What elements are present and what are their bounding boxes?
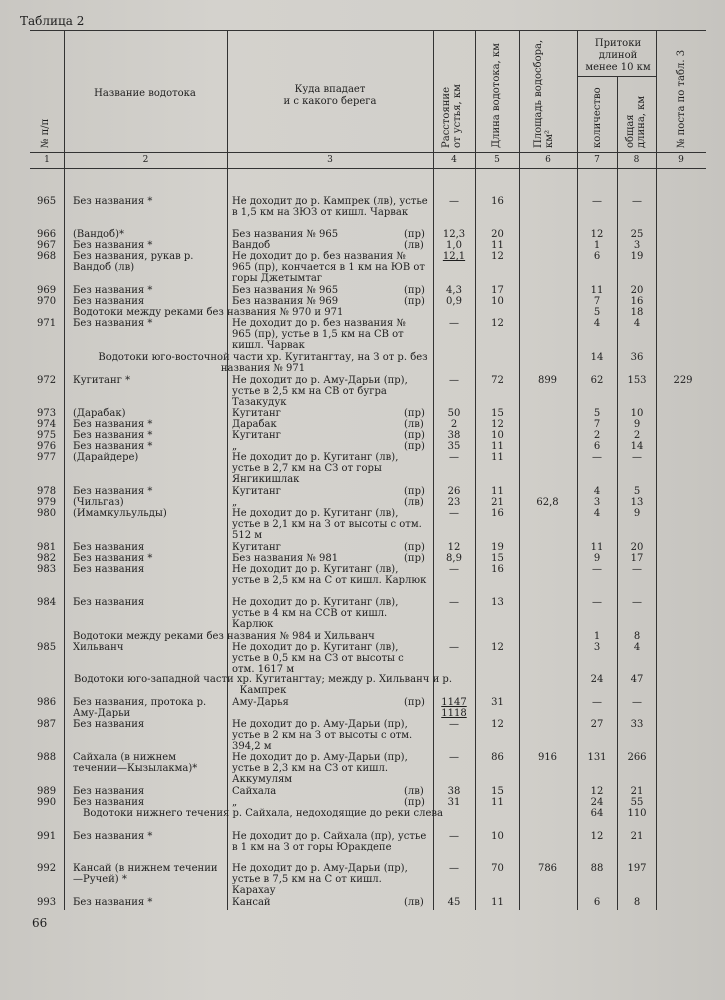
row-where: Не доходит до р. Кугитанг (лв), устье в 2,5 км на С от кишл. Карлюк <box>232 564 427 586</box>
row-length: 16 <box>491 196 504 207</box>
row-length: 70 <box>491 863 504 874</box>
col-number: 6 <box>545 155 551 165</box>
row-bank: (лв) <box>404 897 424 908</box>
row-count: 9 <box>593 553 601 564</box>
row-count: 7 <box>593 296 601 307</box>
row-length: 21 <box>491 497 504 508</box>
row-number: 978 <box>37 486 57 497</box>
row-number: 971 <box>37 318 57 329</box>
row-number: 969 <box>37 285 57 296</box>
row-length: 20 <box>491 229 504 240</box>
row-bank: (пр) <box>404 486 425 497</box>
row-count: 5 <box>593 408 601 419</box>
row-number: 987 <box>37 719 57 730</box>
row-length: 11 <box>491 797 504 808</box>
row-total: 9 <box>633 419 641 430</box>
row-where: Не доходит до р. Кугитанг (лв), устье в 4 км на ССВ от кишл. Карлюк <box>232 597 399 630</box>
row-total: 4 <box>633 318 641 329</box>
row-area: 62,8 <box>536 497 559 508</box>
row-total: 20 <box>630 285 644 296</box>
row-count: 6 <box>593 251 601 262</box>
row-name: (Дарайдере) <box>73 452 139 463</box>
col-number: 7 <box>594 155 600 165</box>
row-where: Кугитанг <box>232 542 281 553</box>
row-total: 266 <box>627 752 647 763</box>
row-where: „ <box>232 441 238 452</box>
row-total: — <box>632 196 642 207</box>
row-name: Без названия * <box>73 553 153 564</box>
row-area: 916 <box>537 752 558 763</box>
row-count: 6 <box>593 441 601 452</box>
row-where: Не доходит до р. без названия № 965 (пр), устье в 1,5 км на СВ от кишл. Чарвак <box>232 318 406 351</box>
row-name: Без названия <box>73 597 145 608</box>
row-length: 11 <box>491 486 504 497</box>
row-number: 974 <box>37 419 57 430</box>
row-count: 3 <box>593 497 601 508</box>
row-name: (Вандоб)* <box>73 229 124 240</box>
row-length: 17 <box>491 285 504 296</box>
row-bank: (лв) <box>404 786 424 797</box>
row-number: 991 <box>37 831 57 842</box>
group-row-count: 14 <box>590 352 604 363</box>
row-count: 4 <box>593 318 601 329</box>
row-total: 4 <box>633 642 641 653</box>
row-count: — <box>592 597 602 608</box>
row-name: Без названия <box>73 564 145 575</box>
row-total: — <box>632 452 642 463</box>
group-row-label: Водотоки между реками без названия № 984 и Хильванч <box>73 631 375 642</box>
row-name: Сайхала (в нижнем течении—Кызылакма)* <box>73 752 198 774</box>
row-length: 15 <box>491 786 504 797</box>
row-count: 62 <box>590 375 604 386</box>
row-name: Без названия * <box>73 441 153 452</box>
row-length: 11 <box>491 240 504 251</box>
row-distance: 4,3 <box>446 285 462 296</box>
row-count: — <box>592 564 602 575</box>
row-count: 24 <box>590 797 604 808</box>
row-bank: (пр) <box>404 296 425 307</box>
header-count: количество <box>592 87 603 148</box>
row-bank: (лв) <box>404 419 424 430</box>
row-distance: 50 <box>447 408 461 419</box>
page-number: 66 <box>32 916 48 930</box>
col-number: 8 <box>633 155 640 165</box>
row-name: Без названия <box>73 542 145 553</box>
row-bank: (пр) <box>404 797 425 808</box>
row-distance: 26 <box>447 486 461 497</box>
row-number: 988 <box>37 752 57 763</box>
row-count: 4 <box>593 508 601 519</box>
col-number-border <box>30 168 706 169</box>
row-area: 899 <box>537 375 558 386</box>
row-name: Кансай (в нижнем течении—Ручей) * <box>73 863 218 885</box>
row-number: 970 <box>37 296 57 307</box>
group-row-label: Водотоки между реками без названия № 970 и 971 <box>73 307 344 318</box>
row-distance: — <box>449 318 459 329</box>
row-name: Без названия <box>73 296 145 307</box>
header-num: № п/п <box>40 118 51 148</box>
row-where: „ <box>232 797 238 808</box>
row-distance: — <box>449 452 459 463</box>
row-where: Кугитанг <box>232 486 281 497</box>
row-count: 4 <box>593 486 601 497</box>
row-where: Вандоб <box>232 240 271 251</box>
row-total: 2 <box>633 430 641 441</box>
row-986-distance-alt: 1118 <box>441 708 467 719</box>
row-length: 10 <box>491 296 504 307</box>
row-where: Аму-Дарья <box>232 697 289 708</box>
row-distance: 38 <box>447 786 461 797</box>
row-total: — <box>632 697 642 708</box>
row-count: 2 <box>593 430 601 441</box>
row-distance: 31 <box>447 797 461 808</box>
row-area: 786 <box>537 863 558 874</box>
row-distance: — <box>449 508 459 519</box>
row-length: 11 <box>491 452 504 463</box>
row-number: 984 <box>37 597 57 608</box>
row-number: 981 <box>37 542 57 553</box>
row-distance: — <box>449 375 459 386</box>
row-length: 11 <box>491 897 504 908</box>
row-total: 25 <box>630 229 644 240</box>
row-length: 86 <box>491 752 504 763</box>
row-number: 965 <box>37 196 57 207</box>
row-total: — <box>632 564 642 575</box>
row-bank: (пр) <box>404 408 425 419</box>
row-number: 979 <box>37 497 57 508</box>
row-length: 13 <box>491 597 504 608</box>
row-bank: (пр) <box>404 542 425 553</box>
row-distance: — <box>449 196 459 207</box>
group-row-count: 1 <box>593 631 601 642</box>
row-number: 977 <box>37 452 57 463</box>
row-distance: 12,3 <box>442 229 466 240</box>
group-row-count: 5 <box>593 307 601 318</box>
col-number: 4 <box>451 155 457 165</box>
group-row-total: 8 <box>633 631 641 642</box>
group-row-total: 47 <box>630 674 644 685</box>
row-name: Без названия, рукав р. Вандоб (лв) <box>73 251 194 273</box>
header-where: Куда впадает и с какого берега <box>283 84 377 107</box>
row-where: Не доходит до р. Аму-Дарьи (пр), устье в 2,3 км на СЗ от кишл. Аккумулям <box>232 752 408 785</box>
row-total: — <box>632 597 642 608</box>
row-where: Не доходит до р. без названия № 965 (пр), кончается в 1 км на ЮВ от горы Джетымтаг <box>232 251 425 284</box>
row-name: (Чильгаз) <box>73 497 124 508</box>
row-distance: 12 <box>447 542 461 553</box>
row-where: Не доходит до р. Аму-Дарьи (пр), устье в 2,5 км на СВ от бугра Тазакудук <box>232 375 408 408</box>
row-number: 989 <box>37 786 57 797</box>
row-length: 16 <box>491 564 504 575</box>
group-row-label: Водотоки юго-восточной части хр. Кугитангтау, на З от р. без названия № 971 <box>98 352 428 374</box>
table-top-border <box>30 30 706 31</box>
row-length: 15 <box>491 553 504 564</box>
row-where: Не доходит до р. Кампрек (лв), устье в 1,5 км на ЗЮЗ от кишл. Чарвак <box>232 196 428 218</box>
row-bank: (лв) <box>404 240 424 251</box>
row-where: Кансай <box>232 897 271 908</box>
row-total: 8 <box>633 897 641 908</box>
row-count: 6 <box>593 897 601 908</box>
row-total: 10 <box>630 408 644 419</box>
row-total: 153 <box>627 375 647 386</box>
row-distance: 12,1 <box>442 251 466 262</box>
row-count: 12 <box>590 786 604 797</box>
row-length: 15 <box>491 408 504 419</box>
row-where: Без названия № 981 <box>232 553 339 564</box>
group-row-count: 24 <box>590 674 604 685</box>
row-where: Не доходит до р. Кугитанг (лв), устье в 2,7 км на СЗ от горы Янгикишлак <box>232 452 399 485</box>
row-length: 10 <box>491 430 504 441</box>
row-distance: 38 <box>447 430 461 441</box>
row-where: Не доходит до р. Кугитанг (лв), устье в 0,5 км на СЗ от высоты с отм. 1617 м <box>232 642 404 675</box>
row-distance: 1147 <box>441 697 467 708</box>
row-number: 972 <box>37 375 57 386</box>
row-count: — <box>592 697 602 708</box>
row-length: 72 <box>491 375 504 386</box>
row-count: 88 <box>590 863 604 874</box>
header-length: Длина водотока, км <box>491 43 502 148</box>
row-distance: — <box>449 642 459 653</box>
row-name: Без названия * <box>73 486 153 497</box>
row-where: Без названия № 965 <box>232 229 339 240</box>
row-number: 976 <box>37 441 57 452</box>
row-count: 27 <box>590 719 604 730</box>
row-name: Без названия * <box>73 240 153 251</box>
row-name: Без названия <box>73 797 145 808</box>
row-number: 985 <box>37 642 57 653</box>
row-number: 990 <box>37 797 57 808</box>
row-distance: 2 <box>450 419 458 430</box>
header-dist: Расстояние от устья, км <box>441 84 463 148</box>
row-number: 967 <box>37 240 57 251</box>
row-count: — <box>592 452 602 463</box>
row-number: 973 <box>37 408 57 419</box>
row-number: 986 <box>37 697 57 708</box>
row-length: 12 <box>491 719 504 730</box>
header-area: Площадь водосбора, км² <box>533 39 555 148</box>
row-where: Не доходит до р. Кугитанг (лв), устье в 2,1 км на З от высоты с отм. 512 м <box>232 508 422 541</box>
row-bank: (пр) <box>404 697 425 708</box>
row-length: 10 <box>491 831 504 842</box>
row-name: Без названия * <box>73 419 153 430</box>
row-name: (Дарабак) <box>73 408 126 419</box>
row-distance: 1,0 <box>446 240 462 251</box>
row-name: Без названия * <box>73 196 153 207</box>
row-name: Без названия * <box>73 430 153 441</box>
row-name: (Имамкульульды) <box>73 508 167 519</box>
row-where: Без названия № 965 <box>232 285 339 296</box>
row-distance: 0,9 <box>446 296 462 307</box>
row-total: 20 <box>630 542 644 553</box>
group-row-total: 110 <box>627 808 647 819</box>
row-bank: (пр) <box>404 430 425 441</box>
row-bank: (пр) <box>404 229 425 240</box>
row-length: 12 <box>491 251 504 262</box>
row-distance: 45 <box>447 897 461 908</box>
col-number: 2 <box>142 155 149 165</box>
row-total: 197 <box>627 863 647 874</box>
header-bottom-border <box>30 152 706 153</box>
header-tributaries: Притоки длиной менее 10 км <box>585 38 651 73</box>
row-count: — <box>592 196 602 207</box>
row-number: 992 <box>37 863 57 874</box>
row-total: 21 <box>630 831 644 842</box>
group-row-label: Водотоки юго-западной части хр. Кугитангтау; между р. Хильванч и р. Кампрек <box>74 674 452 696</box>
row-count: 11 <box>590 542 604 553</box>
row-number: 966 <box>37 229 57 240</box>
row-distance: 8,9 <box>446 553 462 564</box>
row-count: 12 <box>590 229 604 240</box>
row-distance: — <box>449 752 459 763</box>
row-count: 3 <box>593 642 601 653</box>
row-name: Без названия * <box>73 831 153 842</box>
row-length: 19 <box>491 542 504 553</box>
table-title: Таблица 2 <box>20 14 85 28</box>
row-count: 7 <box>593 419 601 430</box>
row-name: Без названия <box>73 786 145 797</box>
row-total: 19 <box>630 251 644 262</box>
row-number: 982 <box>37 553 57 564</box>
row-count: 1 <box>593 240 601 251</box>
header-post: № поста по табл. 3 <box>676 49 687 148</box>
row-where: Не доходит до р. Аму-Дарьи (пр), устье в 7,5 км на С от кишл. Карахау <box>232 863 408 896</box>
row-name: Без названия * <box>73 897 153 908</box>
row-length: 12 <box>491 419 504 430</box>
row-number: 968 <box>37 251 57 262</box>
row-total: 16 <box>630 296 644 307</box>
row-where: Кугитанг <box>232 408 281 419</box>
row-total: 55 <box>630 797 644 808</box>
row-length: 12 <box>491 318 504 329</box>
row-where: Сайхала <box>232 786 277 797</box>
row-bank: (пр) <box>404 553 425 564</box>
row-length: 12 <box>491 642 504 653</box>
col-number: 5 <box>494 155 500 165</box>
header-total-length: общая длина, км <box>625 95 647 148</box>
row-bank: (пр) <box>404 285 425 296</box>
row-length: 11 <box>491 441 504 452</box>
group-row-total: 36 <box>630 352 644 363</box>
row-bank: (пр) <box>404 441 425 452</box>
row-number: 980 <box>37 508 57 519</box>
row-where: Не доходит до р. Сайхала (пр), устье в 1 км на З от горы Юракдепе <box>232 831 427 853</box>
row-count: 11 <box>590 285 604 296</box>
row-total: 9 <box>633 508 641 519</box>
row-number: 975 <box>37 430 57 441</box>
row-where: Без названия № 969 <box>232 296 339 307</box>
row-bank: (лв) <box>404 497 424 508</box>
row-number: 993 <box>37 897 57 908</box>
row-post: 229 <box>673 375 693 386</box>
group-row-total: 18 <box>630 307 644 318</box>
row-total: 3 <box>633 240 641 251</box>
col-number: 3 <box>327 155 333 165</box>
row-total: 17 <box>630 553 644 564</box>
row-distance: 35 <box>447 441 461 452</box>
row-name: Без названия * <box>73 318 153 329</box>
group-row-label: Водотоки нижнего течения р. Сайхала, недоходящие до реки слева <box>82 808 444 819</box>
row-name: Кугитанг * <box>73 375 131 386</box>
row-name: Без названия <box>73 719 145 730</box>
row-total: 5 <box>633 486 641 497</box>
row-total: 33 <box>630 719 644 730</box>
row-distance: — <box>449 831 459 842</box>
row-count: 131 <box>587 752 607 763</box>
row-distance: 23 <box>447 497 461 508</box>
row-distance: — <box>449 564 459 575</box>
col-number: 9 <box>678 155 684 165</box>
row-length: 16 <box>491 508 504 519</box>
header-name: Название водотока <box>94 88 196 99</box>
row-distance: — <box>449 719 459 730</box>
row-number: 983 <box>37 564 57 575</box>
row-where: Кугитанг <box>232 430 281 441</box>
row-where: Дарабак <box>232 419 277 430</box>
row-count: 12 <box>590 831 604 842</box>
row-name: Без названия, протока р. Аму-Дарьи <box>73 697 207 719</box>
row-name: Хильванч <box>73 642 124 653</box>
row-where: „ <box>232 497 238 508</box>
row-total: 21 <box>630 786 644 797</box>
row-distance: — <box>449 863 459 874</box>
col-number: 1 <box>44 155 50 165</box>
row-name: Без названия * <box>73 285 153 296</box>
group-row-count: 64 <box>590 808 604 819</box>
row-length: 31 <box>491 697 504 708</box>
row-distance: — <box>449 597 459 608</box>
row-total: 13 <box>630 497 644 508</box>
row-total: 14 <box>630 441 644 452</box>
row-where: Не доходит до р. Аму-Дарьи (пр), устье в 2 км на З от высоты с отм. 394,2 м <box>232 719 413 752</box>
